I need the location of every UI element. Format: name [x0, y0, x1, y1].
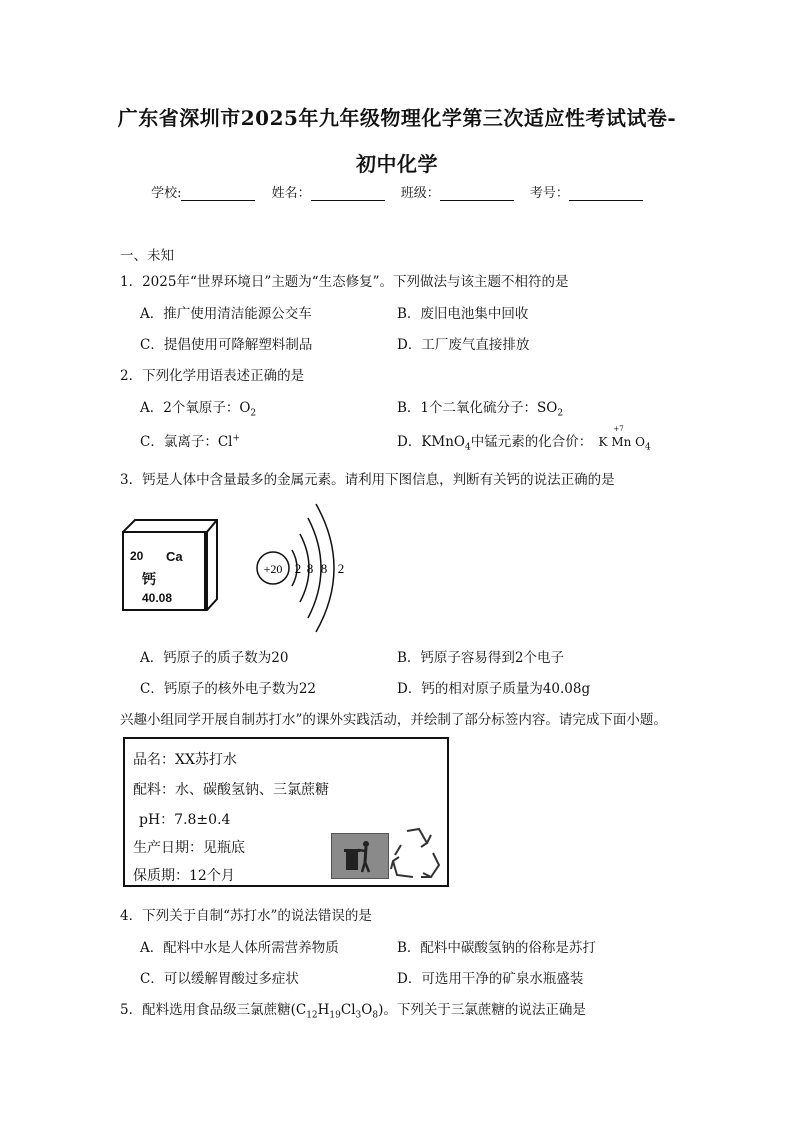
q1-option-d: D．工厂废气直接排放: [397, 337, 530, 353]
question-3-stem: 3．钙是人体中含量最多的金属元素。请利用下图信息，判断有关钙的说法正确的是: [120, 472, 615, 488]
q5-part-d: O: [361, 1002, 373, 1018]
exam-number-blank[interactable]: [569, 188, 643, 201]
q5-sub-o: 8: [372, 1010, 379, 1021]
q2-d-text: D．KMnO: [397, 434, 465, 450]
q1-option-b: B．废旧电池集中回收: [397, 306, 529, 322]
school-blank[interactable]: [181, 188, 255, 201]
q2-option-c: [140, 430, 240, 450]
q5-part-b: H: [317, 1002, 330, 1018]
name-label: 姓名：: [271, 186, 311, 201]
q5-part-c: Cl: [340, 1002, 356, 1018]
shell-count-2: 8: [306, 561, 314, 576]
q5-sub-cl: 3: [355, 1010, 362, 1021]
atomic-mass: 40.08: [142, 591, 173, 605]
class-field[interactable]: [401, 182, 514, 201]
q5-sub-c: 12: [306, 1010, 318, 1021]
label-ingredients: 配料：水、碳酸氢钠、三氯蔗糖: [133, 782, 329, 798]
q1-option-c: C．提倡使用可降解塑料制品: [140, 337, 313, 353]
q2-option-d: [397, 425, 651, 453]
student-info-row: [0, 182, 794, 201]
label-ph: pH：7.8±0.4: [139, 812, 231, 828]
exam-title-line2: 初中化学: [356, 152, 438, 176]
recycle-icon: [387, 823, 443, 883]
element-name: 钙: [142, 572, 156, 588]
class-label: 班级：: [400, 186, 440, 201]
trash-disposal-icon: [331, 833, 389, 879]
class-blank[interactable]: [440, 188, 514, 201]
question-5-stem: [120, 998, 586, 1021]
exam-number-label: 考号：: [529, 186, 569, 201]
element-symbol: Ca: [166, 549, 183, 564]
product-label: [123, 737, 449, 887]
shell-count-3: 8: [320, 561, 328, 576]
q4-option-a: A．配料中水是人体所需营养物质: [140, 940, 339, 956]
q2-b-sub: 2: [557, 408, 564, 419]
trash-person-icon: [332, 834, 388, 878]
atom-structure-diagram: [252, 498, 362, 638]
q1-option-a: A．推广使用清洁能源公交车: [140, 306, 312, 322]
q3-option-b: B．钙原子容易得到2个电子: [397, 650, 565, 666]
shell-count-4: 2: [337, 561, 345, 576]
school-field[interactable]: [151, 182, 255, 201]
exam-number-field[interactable]: [530, 182, 643, 201]
formula-o: O: [635, 435, 646, 449]
kmno4-valence-formula: [598, 425, 651, 453]
name-blank[interactable]: [311, 188, 385, 201]
question-2-stem: 2．下列化学用语表述正确的是: [120, 368, 305, 384]
formula-k: K: [598, 435, 608, 449]
formula-o-sub: 4: [645, 442, 651, 453]
q2-c-text: C．氯离子：Cl: [140, 434, 233, 450]
valence-mark: +7: [613, 425, 624, 433]
q4-option-c: C．可以缓解胃酸过多症状: [140, 971, 299, 987]
q2-option-a: [140, 396, 256, 419]
formula-mn-wrap: [611, 425, 635, 449]
q5-sub-h: 19: [329, 1010, 341, 1021]
intro-paragraph: 兴趣小组同学开展自制苏打水”的课外实践活动，并绘制了部分标签内容。请完成下面小题。: [120, 712, 667, 728]
nucleus-charge: +20: [263, 562, 283, 576]
q2-b-text: B．1个二氧化硫分子：SO: [397, 400, 558, 416]
school-label: 学校:: [151, 186, 182, 201]
shell-count-1: 2: [294, 561, 302, 576]
name-field[interactable]: [272, 182, 385, 201]
section-title: 一、未知: [120, 248, 174, 264]
q3-option-a: A．钙原子的质子数为20: [140, 650, 289, 666]
exam-title-line1: 广东省深圳市2025年九年级物理化学第三次适应性考试试卷-: [117, 106, 677, 130]
label-shelf-life: 保质期：12个月: [133, 868, 235, 884]
label-product-name: 品名：XX苏打水: [133, 752, 237, 768]
q3-option-d: D．钙的相对原子质量为40.08g: [397, 681, 591, 697]
q2-d-sub: 4: [465, 442, 471, 453]
question-1-stem: 1．2025年“世界环境日”主题为“生态修复”。下列做法与该主题不相符的是: [120, 274, 569, 290]
q2-option-b: [397, 396, 563, 419]
question-4-stem: 4．下列关于自制“苏打水”的说法错误的是: [120, 908, 372, 924]
q4-option-b: B．配料中碳酸氢钠的俗称是苏打: [397, 940, 596, 956]
q3-option-c: C．钙原子的核外电子数为22: [140, 681, 317, 697]
label-production-date: 生产日期：见瓶底: [133, 840, 245, 856]
q2-a-sub: 2: [250, 408, 257, 419]
q2-c-sup: +: [232, 433, 241, 444]
formula-mn: Mn: [611, 435, 632, 449]
atomic-number: 20: [130, 549, 144, 563]
q2-a-text: A．2个氧原子：O: [140, 400, 251, 416]
q4-option-d: D．可选用干净的矿泉水瓶盛装: [397, 971, 584, 987]
q2-d-text2: 中锰元素的化合价：: [470, 434, 593, 450]
q5-part-e: )。下列关于三氯蔗糖的说法正确是: [378, 1002, 586, 1018]
periodic-table-cell: [122, 519, 218, 611]
q5-part-a: 5．配料选用食品级三氯蔗糖(C: [120, 1002, 307, 1018]
